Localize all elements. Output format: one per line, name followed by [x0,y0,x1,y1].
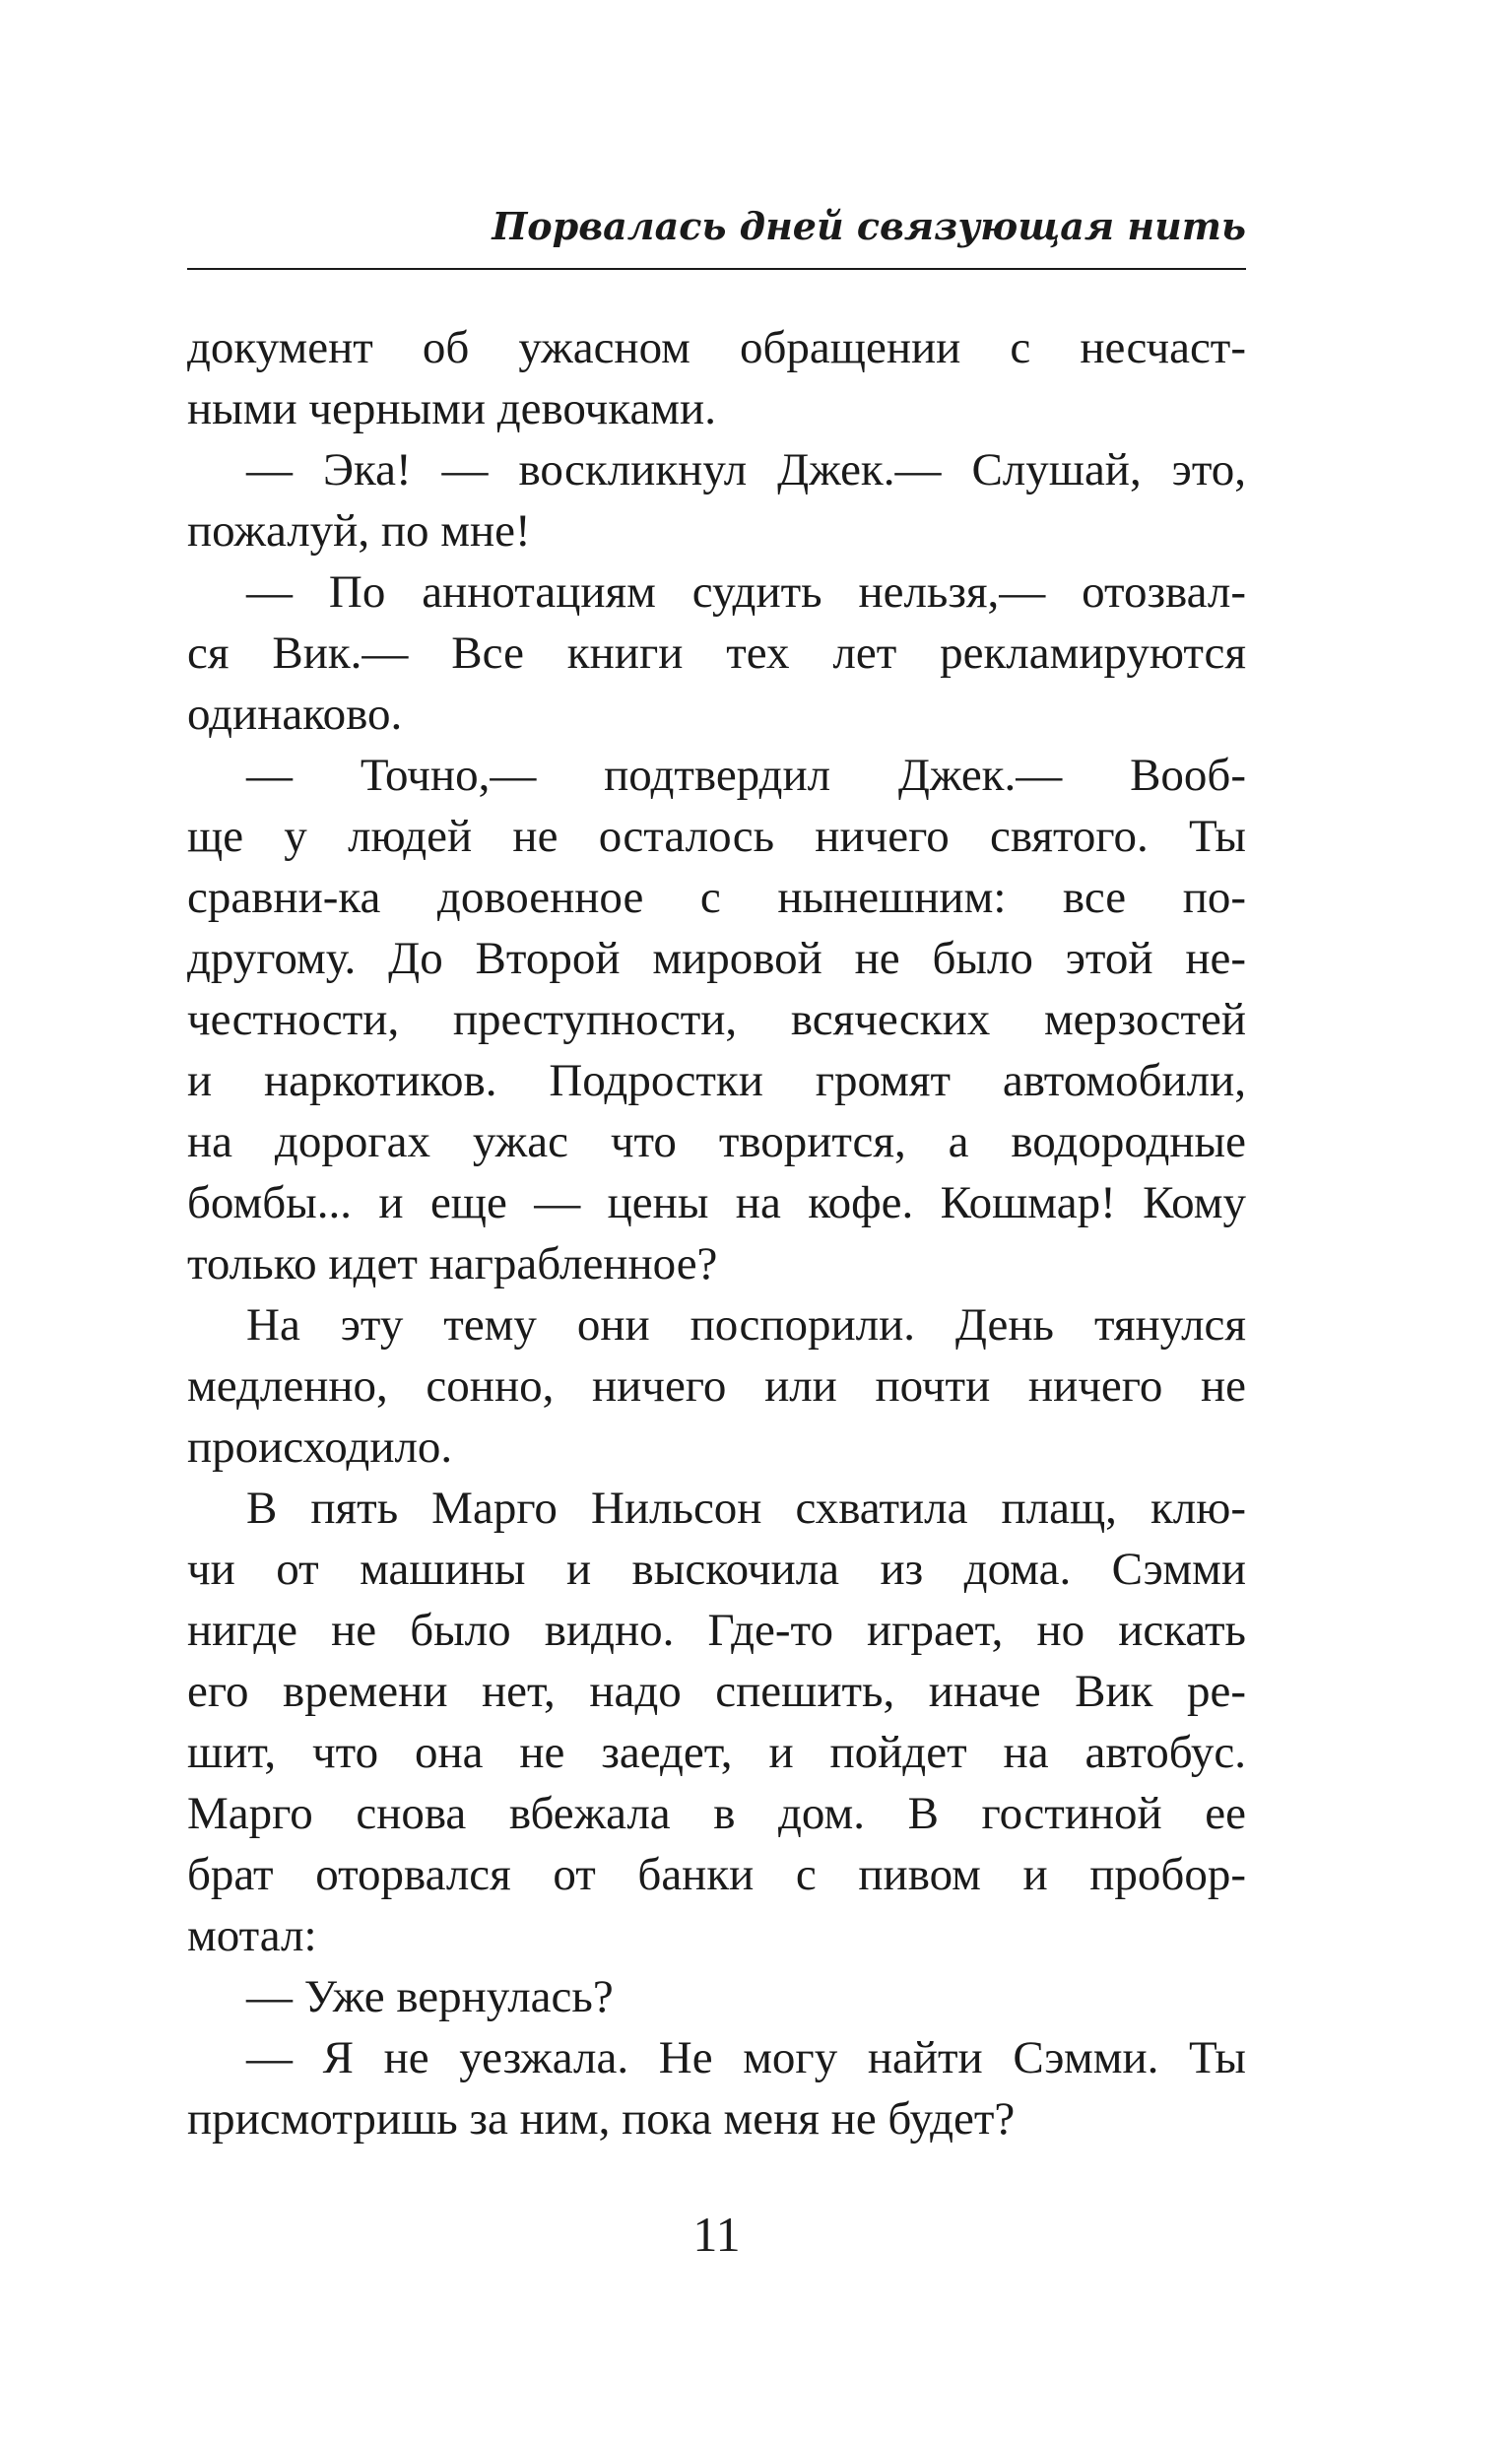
text-line: На эту тему они поспорили. День тянулся [246,1299,1246,1351]
text-line: нигде не было видно. Где-то играет, но искать [187,1605,1246,1656]
header-rule [187,268,1246,270]
page-number: 11 [692,2207,741,2262]
running-head: Порвалась дней связующая нить [492,204,1246,248]
text-line: и наркотиков. Подростки громят автомобили, [187,1055,1246,1106]
text-line: брат оторвался от банки с пивом и пробор- [187,1849,1246,1900]
text-line: бомбы... и еще — цены на кофе. Кошмар! Кому [187,1177,1246,1228]
text-line: шит, что она не заедет, и пойдет на автобус. [187,1727,1246,1778]
text-line: — По аннотациям судить нельзя,— отозвал- [246,566,1246,618]
text-line: — Точно,— подтвердил Джек.— Вооб- [246,750,1246,801]
text-line: другому. До Второй мировой не было этой не- [187,933,1246,984]
text-line: — Я не уезжала. Не могу найти Сэмми. Ты [246,2032,1246,2083]
text-line: — Уже вернулась? [246,1971,614,2022]
text-line: на дорогах ужас что творится, а водородные [187,1116,1246,1167]
text-line: медленно, сонно, ничего или почти ничего не [187,1360,1246,1412]
text-line: происходило. [187,1421,453,1473]
text-line: его времени нет, надо спешить, иначе Вик ре- [187,1666,1246,1717]
text-line: пожалуй, по мне! [187,505,531,557]
text-line: сравни-ка довоенное с нынешним: все по- [187,872,1246,923]
text-line: присмотришь за ним, пока меня не будет? [187,2093,1016,2145]
text-line: ся Вик.— Все книги тех лет рекламируются [187,627,1246,679]
text-line: Марго снова вбежала в дом. В гостиной ее [187,1788,1246,1839]
body-text [187,317,1246,2149]
text-line: чи от машины и выскочила из дома. Сэмми [187,1544,1246,1595]
text-line: — Эка! — воскликнул Джек.— Слушай, это, [246,444,1246,495]
text-line: документ об ужасном обращении с несчаст- [187,322,1246,373]
text-line: ще у людей не осталось ничего святого. Ты [187,811,1246,862]
text-line: мотал: [187,1910,317,1961]
text-line: одинаково. [187,689,403,740]
text-line: честности, преступности, всяческих мерзостей [187,994,1246,1045]
text-line: только идет награбленное? [187,1238,718,1289]
text-line: В пять Марго Нильсон схватила плащ, клю- [246,1483,1246,1534]
text-line: ными черными девочками. [187,383,716,434]
